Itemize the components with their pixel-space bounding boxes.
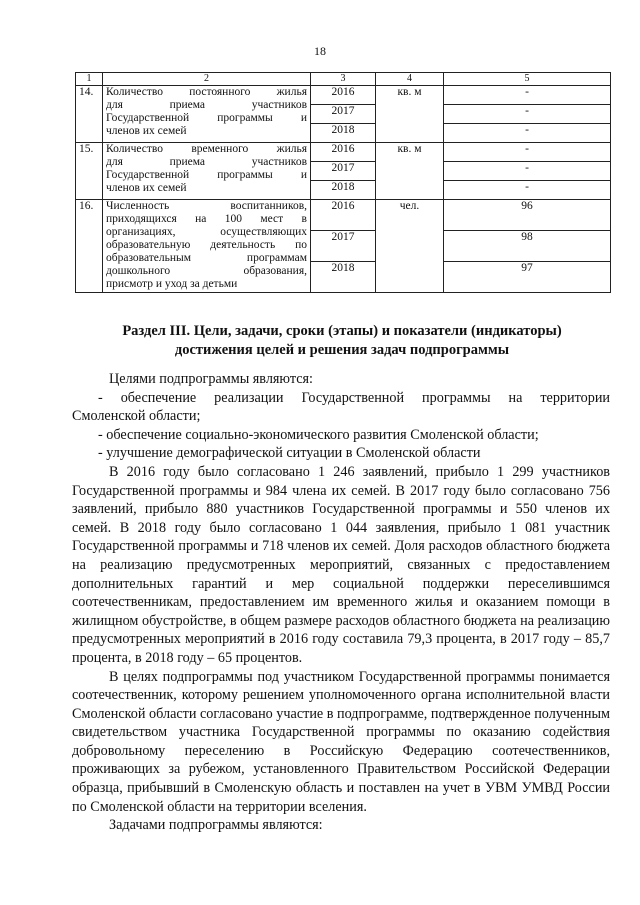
value-cell: - xyxy=(444,124,611,143)
year-cell: 2016 xyxy=(311,86,376,105)
indicator-name-line: приходящихся на 100 мест в xyxy=(106,213,307,225)
header-col-5: 5 xyxy=(444,73,611,86)
goals-intro: Целями подпрограммы являются: xyxy=(109,371,313,387)
table-row xyxy=(76,143,611,162)
year-cell: 2016 xyxy=(311,200,376,231)
indicator-name-line: Государственной программы и xyxy=(106,169,307,181)
body-text xyxy=(72,370,610,835)
row-number: 14. xyxy=(76,86,103,143)
value-cell: - xyxy=(444,86,611,105)
value-cell: 98 xyxy=(444,231,611,262)
indicator-name-line: для приема участников xyxy=(106,99,307,111)
value-cell: - xyxy=(444,181,611,200)
unit-cell: кв. м xyxy=(376,86,444,143)
indicator-name xyxy=(103,86,311,143)
indicator-name-line: присмотр и уход за детьми xyxy=(106,278,238,290)
year-cell: 2017 xyxy=(311,105,376,124)
value-cell: 96 xyxy=(444,200,611,231)
header-col-3: 3 xyxy=(311,73,376,86)
year-cell: 2017 xyxy=(311,231,376,262)
year-cell: 2016 xyxy=(311,143,376,162)
unit-cell: чел. xyxy=(376,200,444,293)
indicator-name-line: Количество постоянного жилья xyxy=(106,86,307,98)
table-row xyxy=(76,200,611,231)
unit-cell: кв. м xyxy=(376,143,444,200)
year-cell: 2018 xyxy=(311,124,376,143)
indicator-name-line: Государственной программы и xyxy=(106,112,307,124)
indicator-name xyxy=(103,200,311,293)
value-cell: - xyxy=(444,105,611,124)
goal-item: - обеспечение социально-экономического развития Смоленской области; xyxy=(98,426,539,443)
header-col-4: 4 xyxy=(376,73,444,86)
year-cell: 2018 xyxy=(311,181,376,200)
year-cell: 2017 xyxy=(311,162,376,181)
indicator-name-line: для приема участников xyxy=(106,156,307,168)
goal-item-continuation: Смоленской области; xyxy=(72,408,201,425)
indicator-name xyxy=(103,143,311,200)
indicator-name-line: членов их семей xyxy=(106,182,187,194)
indicators-table xyxy=(75,72,611,293)
indicator-name-line: членов их семей xyxy=(106,125,187,137)
section-heading xyxy=(72,322,612,360)
header-col-2: 2 xyxy=(103,73,311,86)
paragraph: В целях подпрограммы под участником Государственной программы понимается соотечественник, которому решением уполномоченного органа исполнительной власти Смоленской области согласовано участие в подпрограмме, подтвержденное полученным свидетельством участника Государственной программы по оказанию содействия добровольному переселению в Российскую Федерацию соотечественников, проживающих за рубежом, установленного Правительством Российской Федерации образца, прибывший в Смоленскую область и поставлен на учет в УВМ УМВД России по Смоленской области на территории вселения. xyxy=(72,668,610,815)
value-cell: 97 xyxy=(444,262,611,293)
value-cell: - xyxy=(444,162,611,181)
section-heading-line: Раздел III. Цели, задачи, сроки (этапы) и показатели (индикаторы) xyxy=(122,323,562,339)
value-cell: - xyxy=(444,143,611,162)
indicator-name-line: организациях, осуществляющих xyxy=(106,226,307,238)
row-number: 15. xyxy=(76,143,103,200)
indicator-name-line: Количество временного жилья xyxy=(106,143,307,155)
indicator-name-line: Численность воспитанников, xyxy=(106,200,307,212)
table-header-row xyxy=(76,73,611,86)
indicator-name-line: образовательную деятельность по xyxy=(106,239,307,251)
page-number: 18 xyxy=(314,44,326,58)
paragraph: В 2016 году было согласовано 1 246 заявлений, прибыло 1 299 участников Государственной программы и 984 члена их семей. В 2017 году было согласовано 756 заявлений, прибыло 880 участников Государственной программы и 550 членов их семей. В 2018 году было согласовано 1 044 заявления, прибыло 1 081 участник Государственной программы и 718 членов их семей. Доля расходов областного бюджета на реализацию предусмотренных мероприятий, связанных с предоставлением дополнительных гарантий и мер социальной поддержки переселившимся соотечественникам, предоставлением им временного жилья и оказанием помощи в жилищном обустройстве, в общем размере расходов областного бюджета на реализацию предусмотренных мероприятий в 2016 году составила 79,3 процента, в 2017 году – 85,7 процента, в 2018 году – 65 процентов. xyxy=(72,463,610,666)
indicator-name-line: дошкольного образования, xyxy=(106,265,307,277)
table-row xyxy=(76,86,611,105)
goal-item: - улучшение демографической ситуации в Смоленской области xyxy=(98,445,481,462)
tasks-intro: Задачами подпрограммы являются: xyxy=(109,817,323,834)
row-number: 16. xyxy=(76,200,103,293)
section-heading-line: достижения целей и решения задач подпрограммы xyxy=(174,342,510,358)
header-col-1: 1 xyxy=(76,73,103,86)
indicator-name-line: образовательным программам xyxy=(106,252,307,264)
goal-item: - обеспечение реализации Государственной программы на территории xyxy=(98,389,610,406)
year-cell: 2018 xyxy=(311,262,376,293)
